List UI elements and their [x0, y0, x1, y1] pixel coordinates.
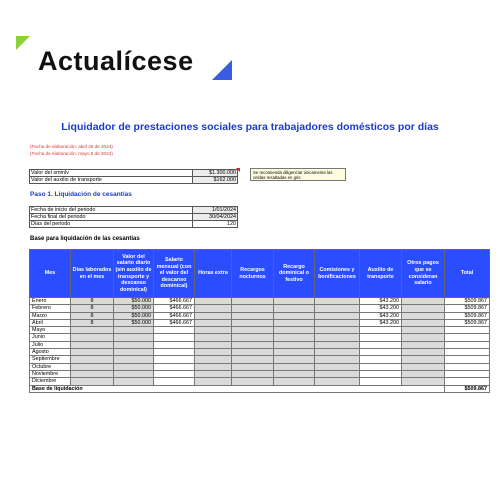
period-days-label: Días del periodo	[30, 221, 193, 228]
table-cell[interactable]	[274, 349, 315, 356]
table-cell[interactable]	[315, 349, 360, 356]
logo-green-triangle-icon	[16, 36, 30, 50]
step1-title: Paso 1. Liquidación de cesantías	[30, 191, 132, 198]
smmlv-label: Valor del smmlv	[30, 170, 193, 177]
table-cell[interactable]	[114, 370, 154, 377]
table-cell	[360, 334, 402, 341]
table-cell: Mayo	[30, 327, 71, 334]
table-cell[interactable]	[195, 319, 232, 326]
table-cell[interactable]	[114, 378, 154, 385]
table-row	[30, 378, 490, 385]
table-cell	[154, 356, 195, 363]
brand-wordmark: Actualícese	[38, 46, 194, 76]
col-header: Valor del salario diario (sin auxilio de transporte y descanso dominical)	[114, 250, 154, 298]
table-cell[interactable]	[274, 378, 315, 385]
table-cell[interactable]	[274, 327, 315, 334]
table-cell[interactable]	[402, 298, 445, 305]
table-cell[interactable]	[274, 356, 315, 363]
table-cell	[445, 334, 490, 341]
page-title: Liquidador de prestaciones sociales para trabajadores domésticos por días	[61, 121, 439, 133]
table-cell: $466.667	[154, 319, 195, 326]
table-cell[interactable]: 8	[71, 312, 114, 319]
instruction-note: Se recomienda diligenciar únicamente las celdas resaltadas en gris	[250, 168, 346, 181]
comment-marker-icon	[236, 168, 240, 172]
table-cell[interactable]	[315, 378, 360, 385]
table-cell[interactable]	[402, 349, 445, 356]
table-cell: Septiembre	[30, 356, 71, 363]
table-row	[30, 341, 490, 348]
period-table	[29, 206, 238, 228]
table-cell[interactable]	[402, 312, 445, 319]
table-cell[interactable]	[195, 298, 232, 305]
period-days-value: 120	[193, 221, 238, 228]
end-date-label: Fecha final del periodo	[30, 214, 193, 221]
table-cell[interactable]	[232, 327, 274, 334]
total-label: Base de liquidación	[30, 385, 445, 392]
table-cell: Agosto	[30, 349, 71, 356]
smmlv-value[interactable]: $1.300.000	[193, 170, 238, 177]
table-cell[interactable]	[232, 341, 274, 348]
table-cell	[445, 327, 490, 334]
start-date-value[interactable]: 1/01/2024	[193, 207, 238, 214]
table-cell[interactable]	[315, 298, 360, 305]
table-cell[interactable]	[114, 327, 154, 334]
table-cell[interactable]	[402, 356, 445, 363]
table-cell[interactable]	[114, 349, 154, 356]
col-header: Total	[445, 250, 490, 298]
table-cell	[445, 378, 490, 385]
table-cell[interactable]	[315, 356, 360, 363]
table-cell[interactable]	[195, 349, 232, 356]
col-header: Horas extra	[195, 250, 232, 298]
table-cell[interactable]	[71, 334, 114, 341]
table-cell[interactable]	[71, 370, 114, 377]
col-header: Recargo dominical o festivo	[274, 250, 315, 298]
table-cell[interactable]	[71, 341, 114, 348]
table-cell	[154, 378, 195, 385]
aux-transport-label: Valor del auxilio de transporte	[30, 177, 193, 184]
base-section-title: Base para liquidación de las cesantías	[30, 236, 140, 242]
table-cell[interactable]	[274, 298, 315, 305]
table-cell[interactable]	[402, 370, 445, 377]
cesantias-table	[29, 249, 490, 393]
table-cell[interactable]	[402, 334, 445, 341]
date-line-1: (Fecha de elaboración: abril 26 de 2024)	[30, 144, 113, 149]
table-cell: $466.667	[154, 312, 195, 319]
col-header: Días laborados en el mes	[71, 250, 114, 298]
table-cell[interactable]	[402, 327, 445, 334]
table-cell[interactable]	[402, 363, 445, 370]
col-header: Comisiones y bonificaciones	[315, 250, 360, 298]
table-cell	[445, 341, 490, 348]
table-row	[30, 370, 490, 377]
table-cell[interactable]	[232, 370, 274, 377]
table-cell[interactable]	[315, 312, 360, 319]
table-cell	[154, 327, 195, 334]
table-cell[interactable]	[232, 356, 274, 363]
table-cell[interactable]	[274, 334, 315, 341]
table-cell: $509.867	[445, 319, 490, 326]
table-cell[interactable]	[315, 370, 360, 377]
table-cell[interactable]	[274, 312, 315, 319]
table-cell: Abril	[30, 319, 71, 326]
table-cell[interactable]	[274, 305, 315, 312]
logo-blue-triangle-icon	[212, 60, 232, 80]
table-cell: $43.200	[360, 319, 402, 326]
table-cell: $509.867	[445, 298, 490, 305]
table-cell[interactable]	[402, 378, 445, 385]
col-header: Auxilio de transporte	[360, 250, 402, 298]
table-cell[interactable]	[402, 305, 445, 312]
table-cell[interactable]	[195, 305, 232, 312]
table-cell[interactable]	[195, 312, 232, 319]
table-cell[interactable]: $50.000	[114, 319, 154, 326]
table-cell[interactable]	[71, 363, 114, 370]
table-cell[interactable]: 8	[71, 305, 114, 312]
table-cell: $43.200	[360, 298, 402, 305]
table-cell[interactable]	[274, 370, 315, 377]
table-cell: Enero	[30, 298, 71, 305]
table-cell	[154, 363, 195, 370]
table-cell: $509.867	[445, 305, 490, 312]
params-table	[29, 169, 238, 184]
table-cell: Octubre	[30, 363, 71, 370]
table-cell	[445, 363, 490, 370]
table-cell	[154, 341, 195, 348]
table-row	[30, 334, 490, 341]
table-cell[interactable]	[71, 327, 114, 334]
table-cell[interactable]	[71, 378, 114, 385]
table-cell: Febrero	[30, 305, 71, 312]
col-header: Mes	[30, 250, 71, 298]
end-date-value[interactable]: 30/04/2024	[193, 214, 238, 221]
table-cell[interactable]	[232, 349, 274, 356]
table-cell	[154, 370, 195, 377]
table-row	[30, 363, 490, 370]
table-cell: Marzo	[30, 312, 71, 319]
table-cell[interactable]	[274, 341, 315, 348]
table-cell	[360, 356, 402, 363]
table-cell	[360, 327, 402, 334]
table-cell: Noviembre	[30, 370, 71, 377]
table-cell[interactable]	[195, 341, 232, 348]
table-cell[interactable]	[195, 327, 232, 334]
table-cell: $509.867	[445, 312, 490, 319]
total-value: $509.867	[445, 385, 490, 392]
table-cell	[360, 370, 402, 377]
table-cell[interactable]	[274, 319, 315, 326]
table-cell[interactable]	[232, 312, 274, 319]
table-cell[interactable]: $50.000	[114, 298, 154, 305]
table-cell: $43.200	[360, 312, 402, 319]
table-cell[interactable]	[232, 319, 274, 326]
table-cell: $466.667	[154, 305, 195, 312]
table-cell[interactable]	[315, 341, 360, 348]
table-cell[interactable]	[315, 319, 360, 326]
table-row	[30, 327, 490, 334]
table-cell[interactable]	[315, 363, 360, 370]
table-cell	[360, 378, 402, 385]
table-cell[interactable]	[232, 334, 274, 341]
table-cell: Junio	[30, 334, 71, 341]
table-cell[interactable]	[195, 334, 232, 341]
table-cell[interactable]	[402, 319, 445, 326]
aux-transport-value[interactable]: $162.000	[193, 177, 238, 184]
table-cell: Julio	[30, 341, 71, 348]
table-cell[interactable]	[195, 363, 232, 370]
table-cell	[445, 349, 490, 356]
table-cell[interactable]	[71, 349, 114, 356]
table-row	[30, 298, 490, 305]
table-cell[interactable]: 8	[71, 298, 114, 305]
table-row	[30, 349, 490, 356]
table-row	[30, 356, 490, 363]
table-cell[interactable]	[232, 363, 274, 370]
table-cell	[154, 334, 195, 341]
table-cell	[360, 363, 402, 370]
total-row	[30, 385, 490, 392]
table-cell: Diciembre	[30, 378, 71, 385]
table-cell[interactable]	[114, 356, 154, 363]
date-line-2: (Fecha de elaboración: mayo 6 de 2024)	[30, 151, 113, 156]
table-cell[interactable]	[315, 327, 360, 334]
table-cell[interactable]: 8	[71, 319, 114, 326]
table-cell[interactable]	[195, 378, 232, 385]
table-cell	[154, 349, 195, 356]
table-row	[30, 319, 490, 326]
table-cell[interactable]	[274, 363, 315, 370]
start-date-label: Fecha de inicio del periodo	[30, 207, 193, 214]
table-cell: $466.667	[154, 298, 195, 305]
table-cell	[445, 356, 490, 363]
table-cell[interactable]	[114, 334, 154, 341]
table-cell[interactable]	[114, 363, 154, 370]
table-cell[interactable]	[232, 298, 274, 305]
table-cell[interactable]	[402, 341, 445, 348]
table-cell: $43.200	[360, 305, 402, 312]
table-cell[interactable]	[232, 305, 274, 312]
table-cell[interactable]: $50.000	[114, 312, 154, 319]
table-cell	[360, 341, 402, 348]
brand-logo	[16, 36, 236, 86]
table-cell	[445, 370, 490, 377]
table-cell[interactable]	[71, 356, 114, 363]
table-cell[interactable]	[195, 370, 232, 377]
table-cell[interactable]	[195, 356, 232, 363]
table-cell[interactable]	[232, 378, 274, 385]
table-cell[interactable]	[315, 334, 360, 341]
table-cell	[360, 349, 402, 356]
table-row	[30, 312, 490, 319]
table-cell[interactable]: $50.000	[114, 305, 154, 312]
col-header: Salario mensual (con el valor del descanso dominical)	[154, 250, 195, 298]
table-cell[interactable]	[114, 341, 154, 348]
col-header: Recargos nocturnos	[232, 250, 274, 298]
table-cell[interactable]	[315, 305, 360, 312]
table-row	[30, 305, 490, 312]
col-header: Otros pagos que se consideran salario	[402, 250, 445, 298]
table-header-row	[30, 250, 490, 298]
